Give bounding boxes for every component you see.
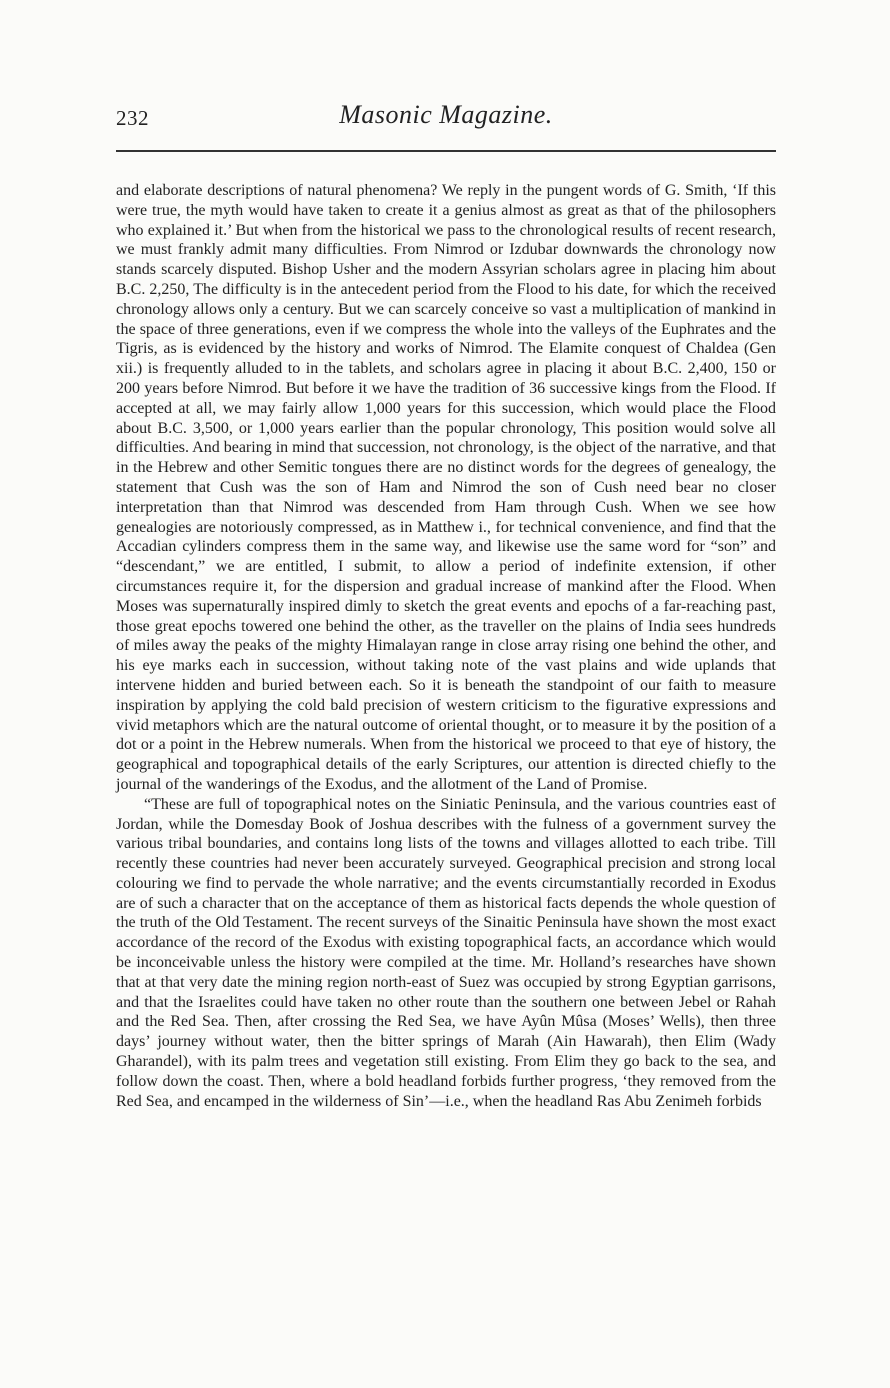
- header-divider: [116, 150, 776, 152]
- page-number: 232: [116, 106, 149, 130]
- page-header: [116, 96, 776, 136]
- body-paragraph: and elaborate descriptions of natural phenomena? We reply in the pungent words of G. Smith, ‘If this were true, the myth would have taken to create it a genius almost as great as that of the philosophers who explained it.’ But when from the historical we pass to the chronological results of recent research, we must frankly admit many difficulties. From Nimrod or Izdubar downwards the chronology now stands scarcely disputed. Bishop Usher and the modern Assyrian scholars agree in placing him about B.C. 2,250, The difficulty is in the antecedent period from the Flood to his date, for which the received chronology allows only a century. But we can scarcely conceive so vast a multiplication of mankind in the space of three generations, even if we compress the whole into the valleys of the Euphrates and the Tigris, as is evidenced by the history and works of Nimrod. The Elamite conquest of Chaldea (Gen xii.) is frequently alluded to in the tablets, and scholars agree in placing it about B.C. 2,400, 150 or 200 years before Nimrod. But before it we have the tradition of 36 successive kings from the Flood. If accepted at all, we may fairly allow 1,000 years for this succession, which would place the Flood about B.C. 3,500, or 1,000 years earlier than the popular chronology, This position would solve all difficulties. And bearing in mind that succession, not chronology, is the object of the narrative, and that in the Hebrew and other Semitic tongues there are no distinct words for the degrees of genealogy, the statement that Cush was the son of Ham and Nimrod the son of Cush need bear no closer interpretation than that Nimrod was descended from Ham through Cush. When we see how genealogies are notoriously compressed, as in Matthew i., for technical convenience, and find that the Accadian cylinders compress them in the same way, and likewise use the same word for “son” and “descendant,” we are entitled, I submit, to allow a period of indefinite extension, if other circumstances require it, for the dispersion and gradual increase of mankind after the Flood. When Moses was supernaturally inspired dimly to sketch the great events and epochs of a far-reaching past, those great epochs towered one behind the other, as the traveller on the plains of India sees hundreds of miles away the peaks of the mighty Himalayan range in close array rising one behind the other, and his eye marks each in succession, without taking note of the vast plains and wide uplands that intervene hidden and buried between each. So it is beneath the standpoint of our faith to measure inspiration by applying the cold bald precision of western criticism to the figurative expressions and vivid metaphors which are the natural outcome of oriental thought, or to measure it by the position of a dot or a point in the Hebrew numerals. When from the historical we proceed to that eye of history, the geographical and topographical details of the early Scriptures, our attention is directed chiefly to the journal of the wanderings of the Exodus, and the allotment of the Land of Promise.: [116, 182, 776, 793]
- body-paragraph: “These are full of topographical notes on the Siniatic Peninsula, and the various countries east of Jordan, while the Domesday Book of Joshua describes with the fulness of a government survey the various tribal boundaries, and contains long lists of the towns and villages allotted to each tribe. Till recently these countries had never been accurately surveyed. Geographical precision and strong local colouring we find to pervade the whole narrative; and the events circumstantially recorded in Exodus are of such a character that on the acceptance of them as historical facts depends the whole question of the truth of the Old Testament. The recent surveys of the Sinaitic Peninsula have shown the most exact accordance of the record of the Exodus with existing topographical facts, an accordance which would be inconceivable unless the history were compiled at the time. Mr. Holland’s researches have shown that at that very date the mining region north-east of Suez was occupied by strong Egyptian garrisons, and that the Israelites could have taken no other route than the southern one between Jebel or Rahah and the Red Sea. Then, after crossing the Red Sea, we have Ayûn Mûsa (Moses’ Wells), then three days’ journey without water, then the bitter springs of Marah (Ain Hawarah), then Elim (Wady Gharandel), with its palm trees and vegetation still existing. From Elim they go back to the sea, and follow down the coast. Then, where a bold headland forbids further progress, ‘they removed from the Red Sea, and encamped in the wilderness of Sin’—i.e., when the headland Ras Abu Zenimeh forbids: [116, 795, 776, 1110]
- running-title: Masonic Magazine.: [339, 100, 553, 129]
- article-body: [116, 181, 776, 1111]
